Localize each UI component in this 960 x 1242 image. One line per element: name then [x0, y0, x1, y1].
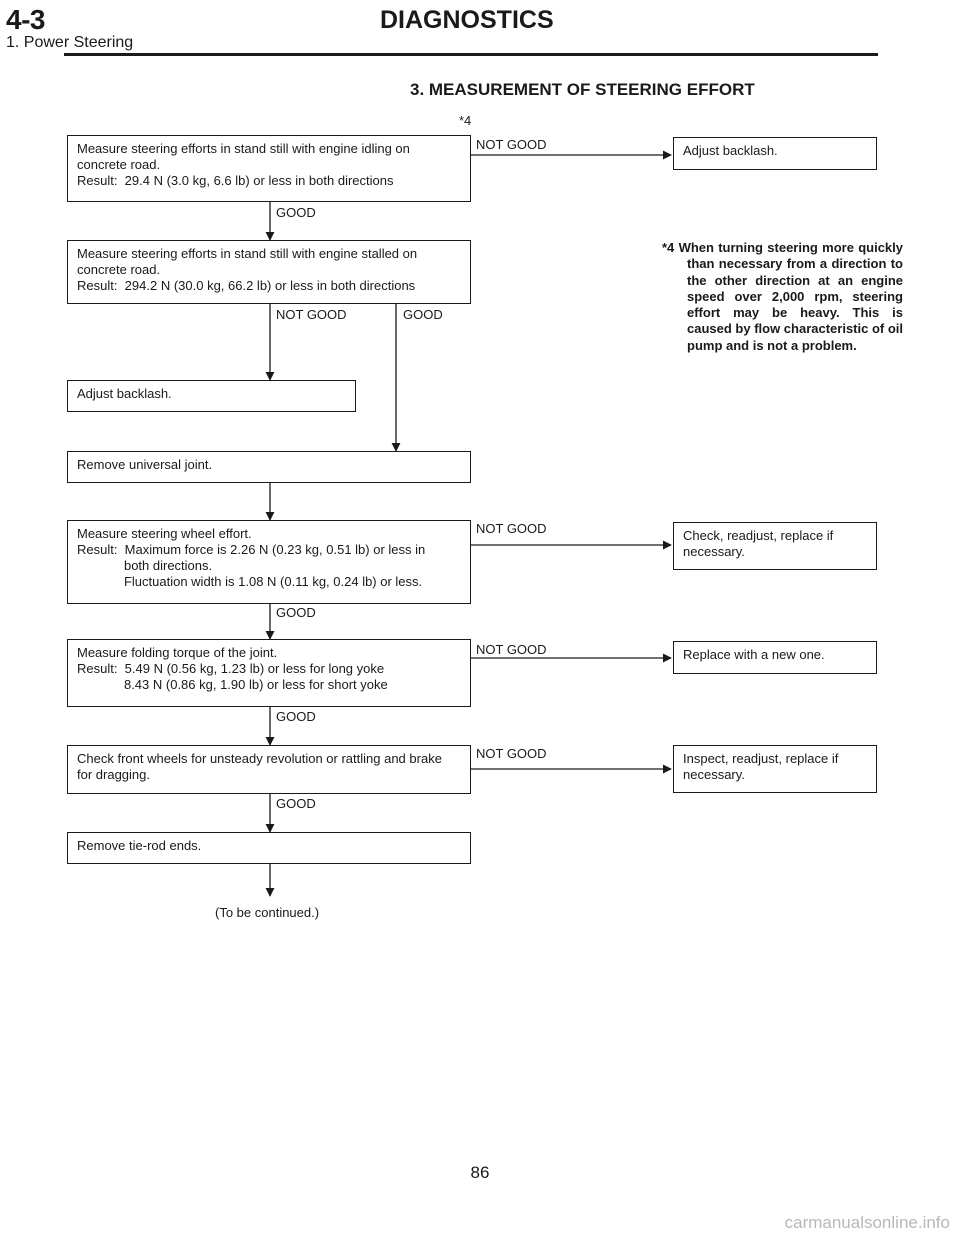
step-adjust-backlash-box: Adjust backlash.: [67, 380, 356, 412]
chapter-title: DIAGNOSTICS: [380, 6, 554, 34]
watermark: carmanualsonline.info: [784, 1213, 950, 1232]
good-label: GOOD: [276, 605, 316, 620]
note-marker: *4: [459, 113, 472, 128]
step-remove-universal-joint-box: Remove universal joint.: [67, 451, 471, 483]
page-number: 86: [470, 1163, 490, 1182]
remedy-adjust-backlash-box: Adjust backlash.: [673, 137, 877, 170]
not-good-label: NOT GOOD: [476, 746, 547, 761]
footnote-4: *4 When turning steering more quickly than necessary from a direction to the other direction at an engine speed over 2,000 rpm, steering effort may be heavy. This is caused by flow characteristic of oil pump and is not a problem.: [662, 240, 904, 353]
not-good-label: NOT GOOD: [476, 642, 547, 657]
not-good-label: NOT GOOD: [476, 137, 547, 152]
good-label: GOOD: [276, 709, 316, 724]
remedy-replace-box: Replace with a new one.: [673, 641, 877, 674]
step-folding-torque-box: Measure folding torque of the joint. Result: 5.49 N (0.56 kg, 1.23 lb) or less for long yoke 8.43 N (0.86 kg, 1.90 lb) or less for short yoke: [67, 639, 471, 707]
good-label: GOOD: [276, 205, 316, 220]
subsection-title: 1. Power Steering: [6, 34, 134, 51]
step-stalled-effort-box: Measure steering efforts in stand still with engine stalled on concrete road. Result: 294.2 N (30.0 kg, 66.2 lb) or less in both directions: [67, 240, 471, 304]
not-good-label: NOT GOOD: [476, 521, 547, 536]
step-remove-tie-rod-box: Remove tie-rod ends.: [67, 832, 471, 864]
remedy-inspect-box: Inspect, readjust, replace if necessary.: [673, 745, 877, 793]
good-label: GOOD: [403, 307, 443, 322]
step-wheel-effort-box: Measure steering wheel effort. Result: Maximum force is 2.26 N (0.23 kg, 0.51 lb) or less in both directions. Fluctuation width is 1.08 N (0.11 kg, 0.24 lb) or less.: [67, 520, 471, 604]
step-front-wheels-box: Check front wheels for unsteady revolution or rattling and brake for dragging.: [67, 745, 471, 794]
continued-label: (To be continued.): [215, 905, 320, 920]
not-good-label: NOT GOOD: [276, 307, 347, 322]
page-title: 3. MEASUREMENT OF STEERING EFFORT: [410, 80, 755, 99]
step-idle-effort-box: Measure steering efforts in stand still with engine idling on concrete road. Result: 29.4 N (3.0 kg, 6.6 lb) or less in both directions: [67, 135, 471, 202]
remedy-check-readjust-box: Check, readjust, replace if necessary.: [673, 522, 877, 570]
section-number: 4-3: [6, 4, 45, 35]
good-label: GOOD: [276, 796, 316, 811]
